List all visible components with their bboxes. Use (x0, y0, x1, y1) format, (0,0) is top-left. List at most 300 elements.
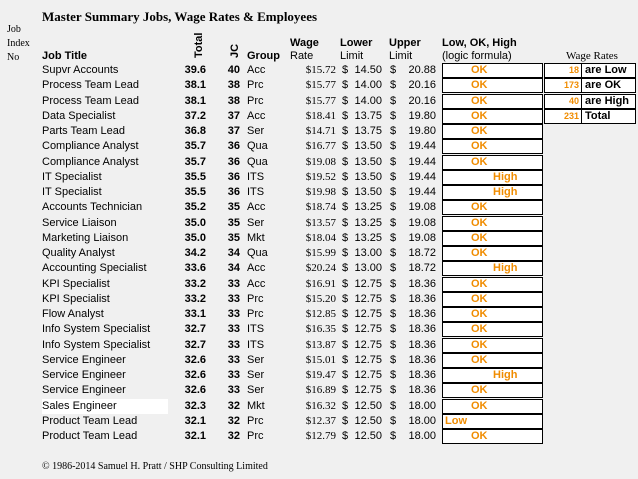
lower-limit-cell: 13.50 (354, 155, 382, 168)
currency-symbol: $ (342, 79, 349, 92)
upper-limit-cell: 19.44 (408, 186, 436, 198)
jc-cell: 33 (227, 323, 240, 336)
wage-rate-cell: $15.20 (305, 292, 336, 305)
lower-limit-cell: 13.50 (354, 170, 382, 183)
wage-rate-cell: $12.85 (305, 308, 336, 320)
wage-rate-cell: $19.98 (305, 186, 336, 198)
wage-rate-count: 40 (568, 95, 579, 106)
status-value: High (493, 262, 518, 275)
status-value: OK (471, 216, 488, 229)
currency-symbol: $ (390, 414, 397, 427)
wage-rate-count: 173 (563, 80, 579, 91)
status-value: OK (471, 231, 488, 244)
wage-rate-cell: $15.72 (305, 64, 336, 76)
status-value: High (493, 170, 518, 183)
job-title-cell: IT Specialist (42, 186, 102, 198)
currency-symbol: $ (390, 308, 397, 320)
wage-rate-cell: $19.52 (305, 170, 336, 183)
jc-cell: 33 (227, 277, 240, 290)
job-title-cell: Product Team Lead (42, 430, 138, 442)
currency-symbol: $ (342, 308, 349, 320)
total-cell: 32.6 (184, 384, 206, 397)
upper-limit-cell: 18.36 (408, 323, 436, 336)
currency-symbol: $ (390, 247, 397, 259)
header-logic (442, 37, 517, 63)
status-cell (442, 383, 543, 398)
wage-rate-cell: $13.87 (305, 338, 336, 351)
jc-cell: 37 (227, 109, 240, 122)
group-cell: Qua (247, 140, 268, 153)
group-cell: Mkt (247, 231, 265, 244)
currency-symbol: $ (342, 109, 349, 122)
table-row (0, 185, 638, 200)
status-value: OK (471, 64, 488, 76)
upper-limit-cell: 19.80 (408, 125, 436, 137)
job-title-cell: Supvr Accounts (42, 64, 119, 76)
currency-symbol: $ (390, 170, 397, 183)
status-cell (442, 185, 543, 200)
job-index-line-2: Index (7, 38, 30, 49)
job-title-cell: Marketing Liaison (42, 231, 129, 244)
job-title-cell: Compliance Analyst (42, 140, 139, 153)
lower-limit-cell: 12.50 (354, 399, 382, 412)
total-cell: 36.8 (184, 125, 206, 137)
cell-divider (581, 109, 582, 124)
table-row (0, 139, 638, 154)
upper-limit-cell: 18.72 (408, 262, 436, 275)
lower-limit-cell: 13.50 (354, 186, 382, 198)
status-cell (442, 338, 543, 353)
currency-symbol: $ (342, 247, 349, 259)
status-cell (442, 200, 543, 215)
currency-symbol: $ (390, 216, 397, 229)
lower-limit-cell: 13.75 (354, 125, 382, 137)
group-cell: Ser (247, 369, 265, 381)
table-row (0, 292, 638, 307)
currency-symbol: $ (342, 353, 349, 366)
currency-symbol: $ (390, 186, 397, 198)
header-logic-line-1: Low, OK, High (442, 37, 517, 49)
currency-symbol: $ (342, 414, 349, 427)
job-title-cell: Product Team Lead (42, 414, 138, 427)
total-cell: 35.0 (184, 231, 206, 244)
lower-limit-cell: 12.75 (354, 277, 382, 290)
upper-limit-cell: 18.72 (408, 247, 436, 259)
status-cell (442, 124, 543, 139)
lower-limit-cell: 12.75 (354, 338, 382, 351)
status-cell (442, 139, 543, 154)
status-value: OK (471, 140, 488, 153)
table-row (0, 94, 638, 109)
lower-limit-cell: 13.25 (354, 231, 382, 244)
currency-symbol: $ (390, 353, 397, 366)
wage-rate-cell: $16.32 (305, 399, 336, 412)
group-cell: ITS (247, 186, 265, 198)
currency-symbol: $ (342, 170, 349, 183)
table-row (0, 63, 638, 78)
lower-limit-cell: 12.75 (354, 292, 382, 305)
jc-cell: 35 (227, 201, 240, 214)
currency-symbol: $ (390, 369, 397, 381)
header-upper-limit (389, 37, 421, 63)
status-value: OK (471, 308, 488, 320)
currency-symbol: $ (342, 125, 349, 137)
group-cell: Ser (247, 216, 265, 229)
wage-rate-cell: $16.35 (305, 323, 336, 336)
wage-rates-title: Wage Rates (566, 50, 618, 62)
currency-symbol: $ (342, 64, 349, 76)
upper-limit-cell: 19.44 (408, 140, 436, 153)
status-cell (442, 63, 543, 78)
group-cell: Ser (247, 125, 265, 137)
job-title-cell: IT Specialist (42, 170, 102, 183)
job-title-cell: Info System Specialist (42, 323, 151, 336)
header-total: Total (193, 32, 205, 58)
total-cell: 32.6 (184, 369, 206, 381)
status-cell (442, 368, 543, 383)
currency-symbol: $ (342, 292, 349, 305)
wage-rate-cell: $16.91 (305, 277, 336, 290)
job-title-cell: Process Team Lead (42, 94, 140, 107)
status-cell (442, 307, 543, 322)
lower-limit-cell: 13.50 (354, 140, 382, 153)
lower-limit-cell: 13.00 (354, 262, 382, 275)
header-wage-rate-line-2: Rate (290, 50, 314, 62)
table-row (0, 170, 638, 185)
upper-limit-cell: 18.36 (408, 338, 436, 351)
jc-cell: 33 (227, 384, 240, 397)
table-row (0, 383, 638, 398)
group-cell: Acc (247, 109, 266, 122)
currency-symbol: $ (342, 262, 349, 275)
total-cell: 35.7 (184, 155, 206, 168)
currency-symbol: $ (342, 399, 349, 412)
upper-limit-cell: 18.36 (408, 277, 436, 290)
wage-rate-cell: $19.47 (305, 369, 336, 381)
group-cell: Prc (247, 79, 264, 92)
header-jc: JC (229, 43, 241, 58)
currency-symbol: $ (342, 186, 349, 198)
status-cell (442, 216, 543, 231)
status-cell (442, 322, 543, 337)
status-value: OK (471, 201, 488, 214)
total-cell: 32.7 (184, 323, 206, 336)
jc-cell: 36 (227, 186, 240, 198)
status-cell (442, 170, 543, 185)
job-title-cell: Sales Engineer (42, 399, 168, 414)
lower-limit-cell: 13.75 (354, 109, 382, 122)
group-cell: ITS (247, 170, 265, 183)
group-cell: Ser (247, 384, 265, 397)
currency-symbol: $ (390, 430, 397, 442)
wage-rate-cell: $15.77 (305, 79, 336, 92)
upper-limit-cell: 18.36 (408, 369, 436, 381)
status-cell (442, 261, 543, 276)
lower-limit-cell: 14.00 (354, 79, 382, 92)
job-title-cell: Flow Analyst (42, 308, 104, 320)
upper-limit-cell: 18.00 (408, 414, 436, 427)
header-group: Group (247, 50, 280, 62)
wage-rate-cell: $18.74 (305, 201, 336, 214)
currency-symbol: $ (342, 369, 349, 381)
job-index-label (7, 23, 30, 65)
wage-rate-cell: $19.08 (305, 155, 336, 168)
upper-limit-cell: 19.08 (408, 201, 436, 214)
wage-rate-cell: $12.79 (305, 430, 336, 442)
wage-rate-label: are Low (585, 64, 627, 76)
table-row (0, 216, 638, 231)
job-title-cell: KPI Specialist (42, 277, 110, 290)
job-title-cell: Process Team Lead (42, 79, 140, 92)
header-lower-limit (340, 37, 372, 63)
job-title-cell: Service Engineer (42, 369, 126, 381)
jc-cell: 36 (227, 140, 240, 153)
status-cell (442, 414, 543, 429)
status-value: High (493, 369, 518, 381)
header-upper-limit-line-2: Limit (389, 50, 413, 62)
jc-cell: 36 (227, 155, 240, 168)
wage-rate-cell: $13.57 (305, 216, 336, 229)
currency-symbol: $ (390, 140, 397, 153)
jc-cell: 34 (227, 262, 240, 275)
lower-limit-cell: 12.75 (354, 323, 382, 336)
currency-symbol: $ (342, 430, 349, 442)
lower-limit-cell: 12.75 (354, 384, 382, 397)
job-title-cell: Parts Team Lead (42, 125, 125, 137)
group-cell: Acc (247, 64, 266, 76)
table-row (0, 109, 638, 124)
jc-cell: 32 (227, 414, 240, 427)
status-cell (442, 292, 543, 307)
job-title-cell: Service Liaison (42, 216, 117, 229)
wage-rate-label: are High (585, 94, 630, 107)
header-job-title: Job Title (42, 50, 88, 62)
total-cell: 38.1 (184, 79, 206, 92)
table-row (0, 261, 638, 276)
wage-rate-cell: $15.99 (305, 247, 336, 259)
lower-limit-cell: 13.00 (354, 247, 382, 259)
wage-rate-summary-row (544, 63, 636, 78)
upper-limit-cell: 20.88 (408, 64, 436, 76)
currency-symbol: $ (390, 338, 397, 351)
jc-cell: 34 (227, 247, 240, 259)
upper-limit-cell: 19.44 (408, 155, 436, 168)
group-cell: Prc (247, 292, 264, 305)
header-wage-rate (290, 37, 319, 63)
job-title-cell: Accounting Specialist (42, 262, 147, 275)
wage-rate-count: 18 (568, 65, 579, 75)
job-title-cell: Service Engineer (42, 353, 126, 366)
table-row (0, 353, 638, 368)
upper-limit-cell: 19.80 (408, 109, 436, 122)
upper-limit-cell: 18.36 (408, 292, 436, 305)
lower-limit-cell: 14.00 (354, 94, 382, 107)
upper-limit-cell: 20.16 (408, 94, 436, 107)
status-value: OK (471, 155, 488, 168)
jc-cell: 35 (227, 231, 240, 244)
currency-symbol: $ (390, 155, 397, 168)
currency-symbol: $ (390, 201, 397, 214)
jc-cell: 36 (227, 170, 240, 183)
status-value: OK (471, 384, 488, 397)
group-cell: ITS (247, 338, 265, 351)
upper-limit-cell: 20.16 (408, 79, 436, 92)
currency-symbol: $ (342, 201, 349, 214)
lower-limit-cell: 13.25 (354, 216, 382, 229)
currency-symbol: $ (342, 338, 349, 351)
group-cell: Ser (247, 353, 265, 366)
total-cell: 35.5 (184, 170, 206, 183)
jc-cell: 38 (227, 79, 240, 92)
currency-symbol: $ (390, 125, 397, 137)
table-row (0, 322, 638, 337)
group-cell: Qua (247, 155, 268, 168)
currency-symbol: $ (390, 399, 397, 412)
status-cell (442, 109, 543, 124)
jc-cell: 33 (227, 308, 240, 320)
status-cell (442, 399, 543, 414)
status-value: Low (445, 414, 467, 427)
currency-symbol: $ (390, 231, 397, 244)
group-cell: Prc (247, 308, 264, 320)
total-cell: 32.6 (184, 353, 206, 366)
table-row (0, 399, 638, 414)
currency-symbol: $ (342, 216, 349, 229)
group-cell: ITS (247, 323, 265, 336)
table-row (0, 155, 638, 170)
upper-limit-cell: 19.44 (408, 170, 436, 183)
upper-limit-cell: 19.08 (408, 216, 436, 229)
header-lower-limit-line-1: Lower (340, 37, 373, 49)
upper-limit-cell: 18.36 (408, 353, 436, 366)
status-cell (442, 353, 543, 368)
upper-limit-cell: 18.00 (408, 399, 436, 412)
table-row (0, 277, 638, 292)
job-title-cell: Service Engineer (42, 384, 126, 397)
total-cell: 38.1 (184, 94, 206, 107)
header-wage-rate-line-1: Wage (290, 37, 319, 49)
lower-limit-cell: 12.75 (354, 353, 382, 366)
currency-symbol: $ (390, 109, 397, 122)
currency-symbol: $ (342, 94, 349, 107)
wage-rate-cell: $16.77 (305, 140, 336, 153)
wage-rate-cell: $14.71 (305, 125, 336, 137)
table-row (0, 338, 638, 353)
currency-symbol: $ (342, 384, 349, 397)
status-value: OK (471, 125, 488, 137)
job-title-cell: KPI Specialist (42, 292, 110, 305)
wage-rate-count: 231 (563, 110, 579, 121)
currency-symbol: $ (342, 231, 349, 244)
jc-cell: 40 (227, 64, 240, 76)
currency-symbol: $ (390, 384, 397, 397)
group-cell: Prc (247, 414, 264, 427)
table-row (0, 78, 638, 93)
wage-rate-cell: $18.41 (305, 109, 336, 122)
total-cell: 32.3 (184, 399, 206, 412)
lower-limit-cell: 14.50 (354, 64, 382, 76)
group-cell: Prc (247, 430, 264, 442)
status-cell (442, 78, 543, 93)
status-value: OK (471, 399, 488, 412)
status-value: OK (471, 323, 488, 336)
table-row (0, 200, 638, 215)
cell-divider (581, 94, 582, 109)
group-cell: Qua (247, 247, 268, 259)
group-cell: Acc (247, 201, 266, 214)
status-value: OK (471, 247, 488, 259)
cell-divider (581, 63, 582, 78)
lower-limit-cell: 12.75 (354, 308, 382, 320)
currency-symbol: $ (390, 94, 397, 107)
jc-cell: 32 (227, 399, 240, 412)
jc-cell: 33 (227, 369, 240, 381)
table-row (0, 124, 638, 139)
job-index-line-1: Job (7, 24, 21, 35)
jc-cell: 35 (227, 216, 240, 229)
currency-symbol: $ (342, 140, 349, 153)
wage-rate-cell: $15.77 (305, 94, 336, 107)
lower-limit-cell: 13.25 (354, 201, 382, 214)
lower-limit-cell: 12.75 (354, 369, 382, 381)
table-row (0, 231, 638, 246)
total-cell: 34.2 (184, 247, 206, 259)
total-cell: 35.2 (184, 201, 206, 214)
upper-limit-cell: 18.00 (408, 430, 436, 442)
header-upper-limit-line-1: Upper (389, 37, 421, 49)
upper-limit-cell: 19.08 (408, 231, 436, 244)
job-title-cell: Quality Analyst (42, 247, 115, 259)
status-cell (442, 277, 543, 292)
wage-rate-cell: $15.01 (305, 353, 336, 366)
total-cell: 37.2 (184, 109, 206, 122)
jc-cell: 37 (227, 125, 240, 137)
upper-limit-cell: 18.36 (408, 384, 436, 397)
total-cell: 32.1 (184, 430, 206, 442)
job-title-cell: Info System Specialist (42, 338, 151, 351)
table-row (0, 246, 638, 261)
table-row (0, 414, 638, 429)
wage-rate-summary-row (544, 109, 636, 124)
status-value: High (493, 186, 518, 198)
wage-rate-cell: $12.37 (305, 414, 336, 427)
total-cell: 35.0 (184, 216, 206, 229)
upper-limit-cell: 18.36 (408, 308, 436, 320)
jc-cell: 33 (227, 292, 240, 305)
status-cell (442, 94, 543, 109)
currency-symbol: $ (390, 277, 397, 290)
currency-symbol: $ (342, 323, 349, 336)
currency-symbol: $ (390, 64, 397, 76)
status-value: OK (471, 94, 488, 107)
wage-rate-label: Total (585, 109, 611, 122)
total-cell: 33.1 (184, 308, 206, 320)
total-cell: 32.7 (184, 338, 206, 351)
wage-rate-cell: $16.89 (305, 384, 336, 397)
status-cell (442, 155, 543, 170)
table-row (0, 307, 638, 322)
group-cell: Prc (247, 94, 264, 107)
total-cell: 33.6 (184, 262, 206, 275)
currency-symbol: $ (390, 262, 397, 275)
total-cell: 39.6 (184, 64, 206, 76)
header-logic-line-2: (logic formula) (442, 50, 512, 62)
job-title-cell: Compliance Analyst (42, 155, 139, 168)
total-cell: 35.5 (184, 186, 206, 198)
table-row (0, 368, 638, 383)
page-title: Master Summary Jobs, Wage Rates & Employees (42, 9, 318, 24)
status-value: OK (471, 109, 488, 122)
